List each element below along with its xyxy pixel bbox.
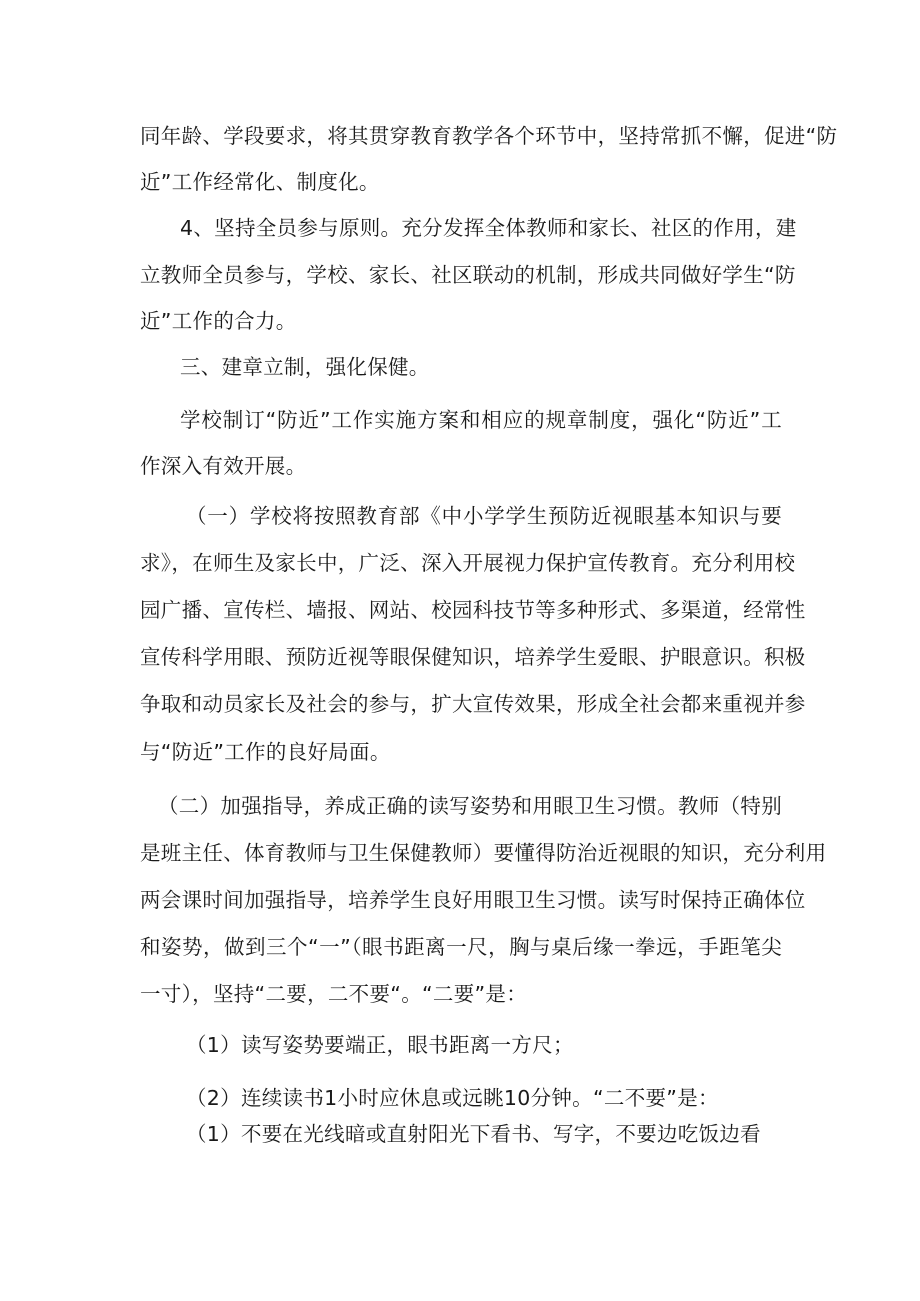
- paragraph-line: 求》，在师生及家长中，广泛、深入开展视力保护宣传教育。充分利用校: [140, 551, 796, 575]
- section-heading: 三、建章立制，强化保健。: [180, 355, 430, 379]
- paragraph-line: 宣传科学用眼、预防近视等眼保健知识，培养学生爱眼、护眼意识。积极: [140, 645, 806, 669]
- paragraph-line: 争取和动员家长及社会的参与，扩大宣传效果，形成全社会都来重视并参: [140, 692, 806, 716]
- paragraph-line: （一）学校将按照教育部《中小学学生预防近视眼基本知识与要: [186, 504, 782, 528]
- paragraph-line: 和姿势，做到三个“一”（眼书距离一尺，胸与桌后缘一拳远，手距笔尖: [140, 935, 782, 959]
- paragraph-line: 两会课时间加强指导，培养学生良好用眼卫生习惯。读写时保持正确体位: [140, 888, 806, 912]
- paragraph-line: 作深入有效开展。: [140, 454, 307, 478]
- paragraph-line: 一寸），坚持“二要，二不要“。“二要”是：: [140, 982, 528, 1006]
- paragraph-line: （二）加强指导，养成正确的读写姿势和用眼卫生习惯。教师（特别: [158, 794, 782, 818]
- paragraph-line: 4、坚持全员参与原则。充分发挥全体教师和家长、社区的作用，建: [180, 216, 797, 240]
- paragraph-line: 同年龄、学段要求，将其贯穿教育教学各个环节中，坚持常抓不懈，促进“防: [140, 124, 838, 148]
- list-item: （1）读写姿势要端正，眼书距离一方尺；: [186, 1033, 574, 1057]
- paragraph-line: 与“防近”工作的良好局面。: [140, 740, 391, 764]
- paragraph-line: 园广播、宣传栏、墙报、网站、校园科技节等多种形式、多渠道，经常性: [140, 598, 806, 622]
- list-item: （2）连续读书1小时应休息或远眺10分钟。“二不要”是：: [186, 1086, 719, 1110]
- paragraph-line: 近”工作的合力。: [140, 309, 297, 333]
- paragraph-line: 学校制订“防近”工作实施方案和相应的规章制度，强化“防近”工: [180, 408, 782, 432]
- paragraph-line: 是班主任、体育教师与卫生保健教师）要懂得防治近视眼的知识，充分利用: [140, 841, 827, 865]
- paragraph-line: 立教师全员参与，学校、家长、社区联动的机制，形成共同做好学生“防: [140, 263, 796, 287]
- list-item: （1）不要在光线暗或直射阳光下看书、写字，不要边吃饭边看: [186, 1122, 761, 1146]
- paragraph-line: 近”工作经常化、制度化。: [140, 170, 380, 194]
